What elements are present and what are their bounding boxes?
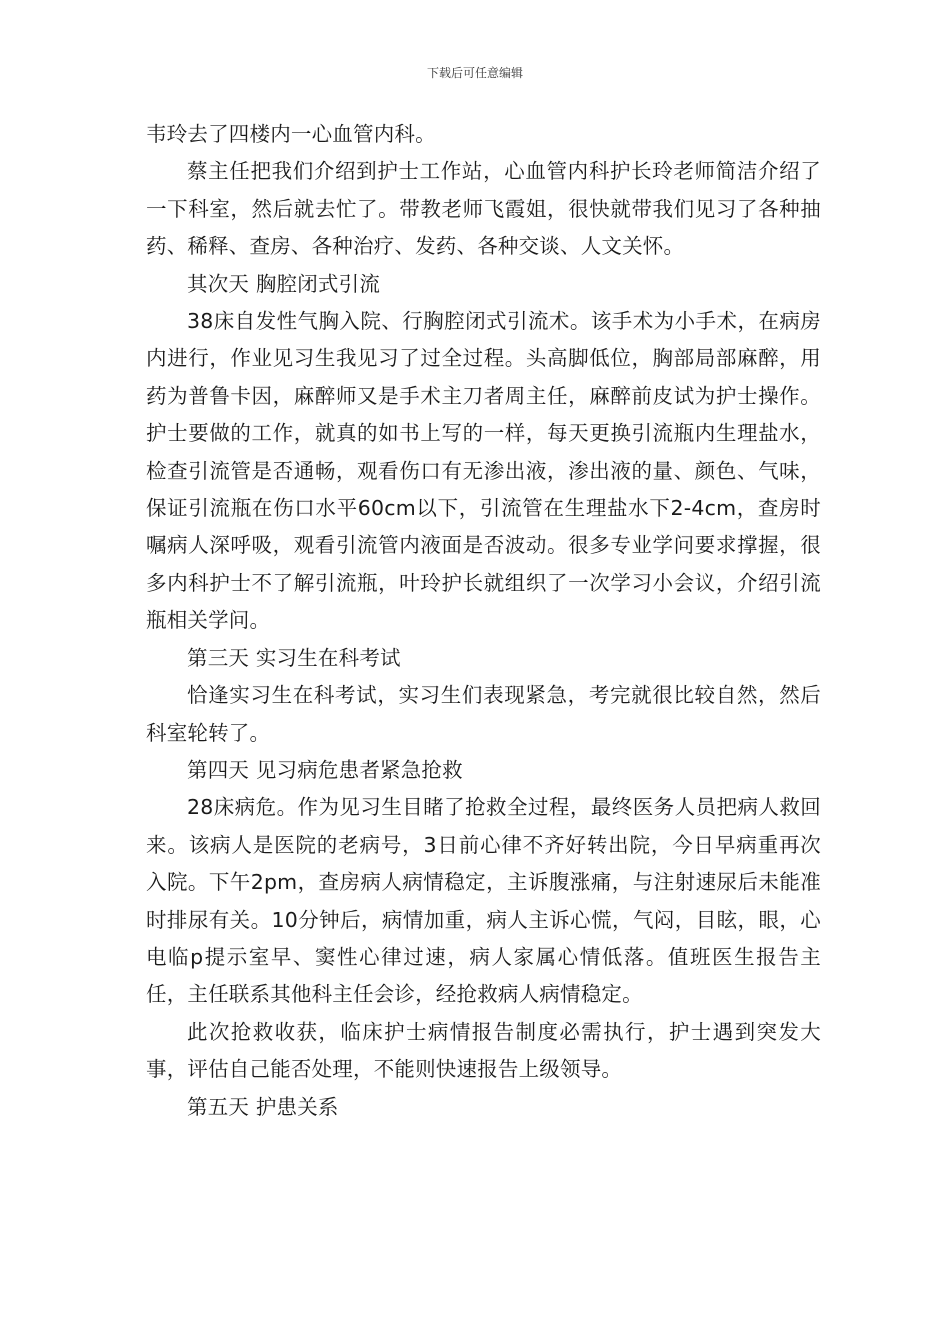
paragraph-exam: 恰逢实习生在科考试，实习生们表现紧急，考完就很比较自然，然后科室轮转了。 <box>146 683 821 745</box>
section-heading-day-five: 第五天 护患关系 <box>187 1094 339 1119</box>
paragraph-rescue-lesson: 此次抢救收获，临床护士病情报告制度必需执行，护士遇到突发大事，评估自己能否处理，不能则快速报告上级领导。 <box>146 1019 821 1082</box>
paragraph-emergency-rescue: 28床病危。作为见习生目睹了抢救全过程，最终医务人员把病人救回来。该病人是医院的老病号，3日前心律不齐好转出院，今日早病重再次入院。下午2pm，查房病人病情稳定，主诉腹涨痛，与注射速尿后未能准时排尿有关。10分钟后，病情加重，病人主诉心慌，气闷，目眩，眼，心电临p提示室早、窦性心律过速，病人家属心情低落。值班医生报告主任，主任联系其他科主任会诊，经抢救病人病情稳定。 <box>146 795 821 1007</box>
paragraph-introduction: 蔡主任把我们介绍到护士工作站，心血管内科护长玲老师简洁介绍了一下科室，然后就去忙了。带教老师飞霞姐，很快就带我们见习了各种抽药、稀释、查房、各种治疗、发药、各种交谈、人文关怀。 <box>146 159 821 259</box>
document-body <box>146 116 821 1126</box>
section-heading-day-four: 第四天 见习病危患者紧急抢救 <box>187 757 463 782</box>
section-heading-day-three: 第三天 实习生在科考试 <box>187 645 401 670</box>
page-header: 下载后可任意编辑 <box>426 66 523 80</box>
paragraph-chest-drainage: 38床自发性气胸入院、行胸腔闭式引流术。该手术为小手术，在病房内进行，作业见习生我见习了过全过程。头高脚低位，胸部局部麻醉，用药为普鲁卡因，麻醉师又是手术主刀者周主任，麻醉前皮试为护士操作。护士要做的工作，就真的如书上写的一样，每天更换引流瓶内生理盐水，检查引流管是否通畅，观看伤口有无渗出液，渗出液的量、颜色、气味，保证引流瓶在伤口水平60cm以下，引流管在生理盐水下2-4cm，查房时嘱病人深呼吸，观看引流管内液面是否波动。很多专业学问要求撑握，很多内科护士不了解引流瓶，叶玲护长就组织了一次学习小会议，介绍引流瓶相关学问。 <box>146 309 821 633</box>
paragraph-continuation: 韦玲去了四楼内一心血管内科。 <box>146 122 436 146</box>
section-heading-day-two: 其次天 胸腔闭式引流 <box>187 271 381 296</box>
